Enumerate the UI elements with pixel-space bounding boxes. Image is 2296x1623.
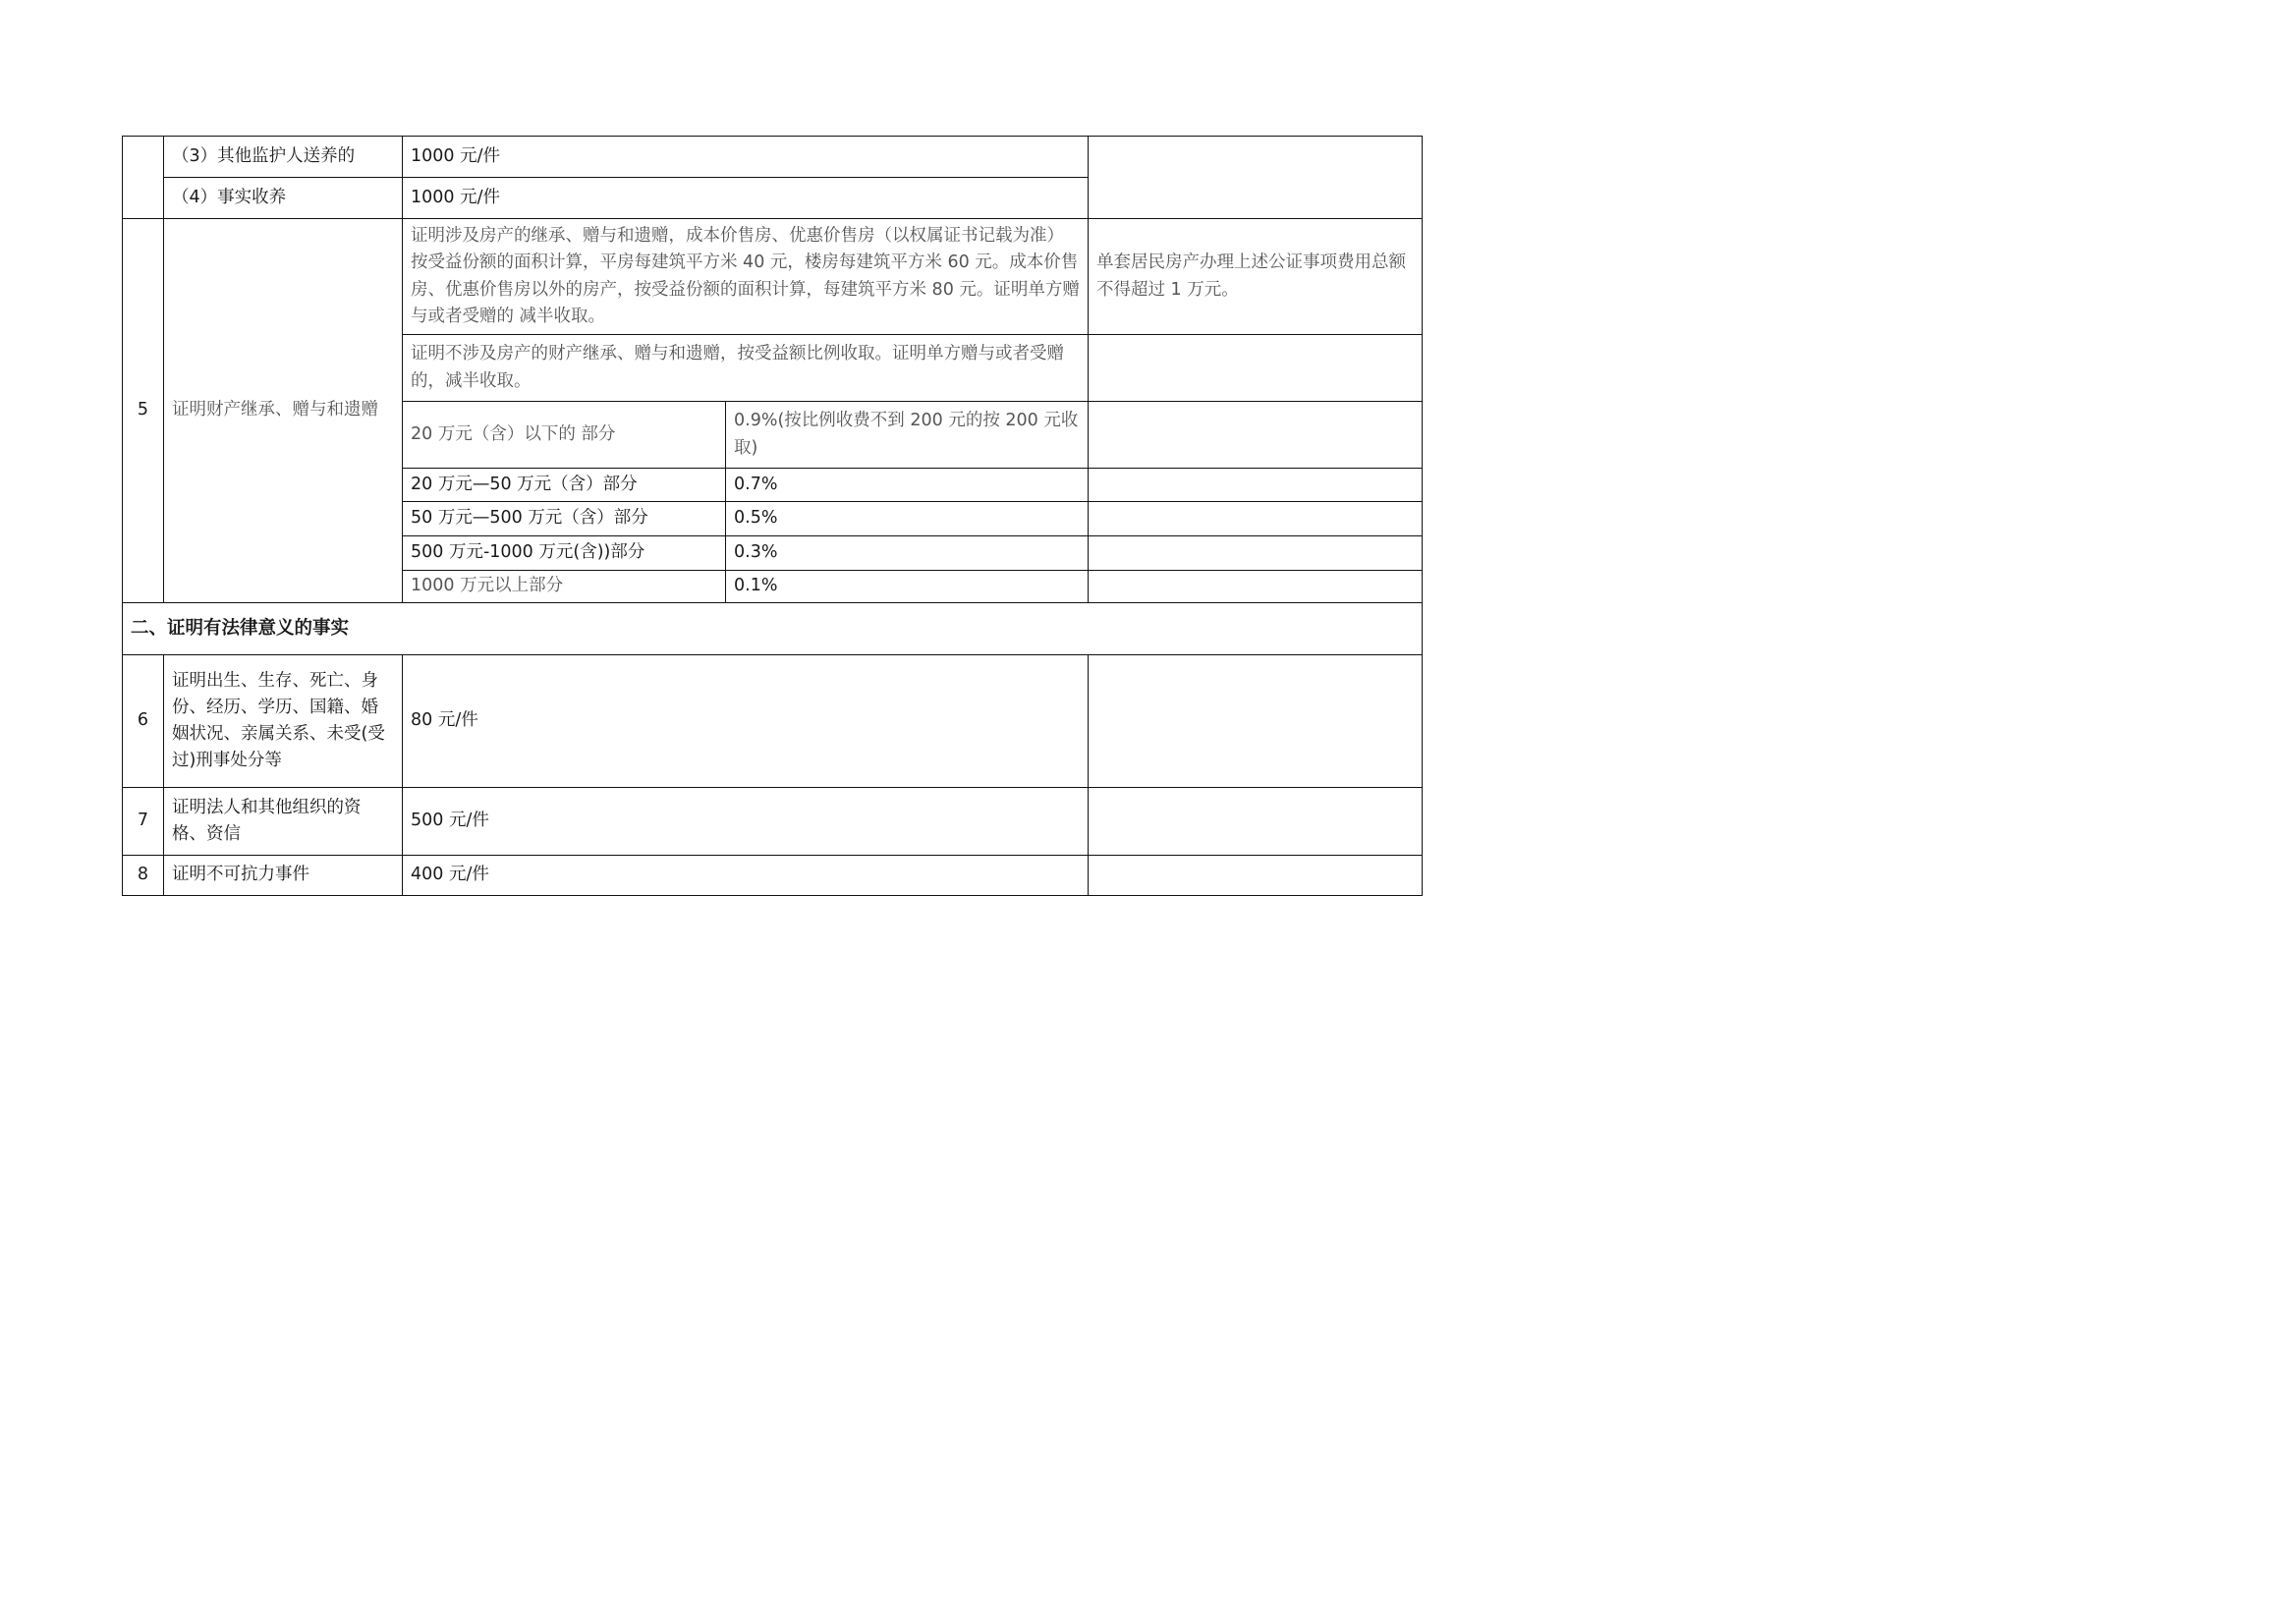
note-cell-empty [1089,856,1423,896]
row-number: 7 [123,788,164,856]
tier-rate: 0.3% [726,536,1089,571]
number-cell-empty [123,137,164,219]
section-heading: 二、证明有法律意义的事实 [123,603,1423,655]
item-cell: 证明不可抗力事件 [164,856,403,896]
fee-cell: 500 元/件 [403,788,1089,856]
item-cell: 证明出生、生存、死亡、身份、经历、学历、国籍、婚姻状况、亲属关系、未受(受过)刑事处分等 [164,655,403,788]
tier-rate: 0.5% [726,502,1089,536]
note-cell-empty [1089,335,1423,402]
fee-description-house: 证明涉及房产的继承、赠与和遗赠，成本价售房、优惠价售房（以权属证书记载为准）按受益份额的面积计算，平房每建筑平方米 40 元，楼房每建筑平方米 60 元。成本价售房、优惠价售房以外的房产，按受益份额的面积计算，每建筑平方米 80 元。证明单方赠与或者受赠的 减半收取。 [403,219,1089,335]
tier-rate: 0.7% [726,469,1089,502]
fee-cell: 80 元/件 [403,655,1089,788]
row-number: 8 [123,856,164,896]
tier-range: 20 万元（含）以下的 部分 [403,402,726,469]
item-cell: （4）事实收养 [164,178,403,219]
table-row [123,219,1423,335]
note-cell-empty [1089,137,1423,219]
tier-rate: 0.1% [726,571,1089,603]
note-cell-empty [1089,469,1423,502]
fee-description-nonhouse: 证明不涉及房产的财产继承、赠与和遗赠，按受益额比例收取。证明单方赠与或者受赠的，减半收取。 [403,335,1089,402]
note-cell-empty [1089,536,1423,571]
item-cell: 证明法人和其他组织的资格、资信 [164,788,403,856]
table-row [123,788,1423,856]
tier-range: 1000 万元以上部分 [403,571,726,603]
tier-range: 20 万元—50 万元（含）部分 [403,469,726,502]
note-cell: 单套居民房产办理上述公证事项费用总额不得超过 1 万元。 [1089,219,1423,335]
section-row [123,603,1423,655]
fee-cell: 1000 元/件 [403,137,1089,178]
note-cell-empty [1089,655,1423,788]
note-cell-empty [1089,502,1423,536]
tier-rate: 0.9%(按比例收费不到 200 元的按 200 元收取) [726,402,1089,469]
note-cell-empty [1089,788,1423,856]
tier-range: 500 万元-1000 万元(含))部分 [403,536,726,571]
row-number: 5 [123,219,164,603]
item-cell: 证明财产继承、赠与和遗赠 [164,219,403,603]
document-page [0,0,1532,1083]
note-cell-empty [1089,402,1423,469]
fee-cell: 1000 元/件 [403,178,1089,219]
fee-cell: 400 元/件 [403,856,1089,896]
table-row [123,655,1423,788]
notary-fee-table [122,136,1423,896]
table-row [123,856,1423,896]
tier-range: 50 万元—500 万元（含）部分 [403,502,726,536]
item-cell: （3）其他监护人送养的 [164,137,403,178]
row-number: 6 [123,655,164,788]
note-cell-empty [1089,571,1423,603]
table-row [123,137,1423,178]
